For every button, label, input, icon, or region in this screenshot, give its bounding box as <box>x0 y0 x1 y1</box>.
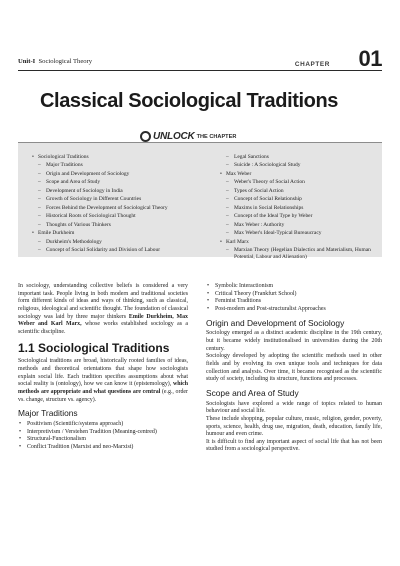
major-traditions-list <box>18 421 188 452</box>
contents-subtopic: – Concept of Social Relationship <box>218 195 388 203</box>
lock-ring-icon <box>140 131 151 142</box>
list-item: • Structural-Functionalism <box>18 436 188 444</box>
contents-topic: • Max Weber <box>218 170 388 178</box>
scope-paragraph-1: Sociologists have explored a wide range of topics related to human behaviour and social life. <box>206 400 382 415</box>
contents-subtopic: – Development of Sociology in India <box>30 187 200 195</box>
unit-title: Sociological Theory <box>38 58 93 65</box>
contents-right-column <box>218 153 388 261</box>
contents-subtopic: – Suicide : A Sociological Study <box>218 161 388 169</box>
contents-topic: • Emile Durkheim <box>30 229 200 237</box>
major-traditions-heading: Major Traditions <box>18 408 78 419</box>
list-item: • Feminist Traditions <box>206 298 382 306</box>
contents-subtopic: – Legal Sanctions <box>218 153 388 161</box>
contents-subtopic: – Concept of Social Solidarity and Division of Labour <box>30 246 200 254</box>
contents-topic: • Karl Marx <box>218 238 388 246</box>
intro-paragraph: In sociology, understanding collective beliefs is considered a very important task. People living in both modern and traditional societies form different kinds of ideas and ways of thinking, such as classical, religious, ideological and scientific thought. The foundation of classical sociology was laid by three major thinkers Emile Durkheim, Max Weber and Karl Marx, whose works established sociology as a scientific discipline. <box>18 283 188 335</box>
list-item: • Conflict Tradition (Marxist and neo-Marxist) <box>18 444 188 452</box>
body-right-column <box>206 283 382 454</box>
contents-subtopic: – Origin and Development of Sociology <box>30 170 200 178</box>
list-item: • Critical Theory (Frankfurt School) <box>206 291 382 299</box>
unit-label: Unit-I <box>18 58 36 65</box>
traditions-emphasis: which methods are appropriate and what questions are central <box>18 381 188 395</box>
contents-left-column <box>30 153 200 254</box>
origin-paragraph-1: Sociology emerged as a distinct academic discipline in the 19th century, but it became widely institutionalised in universities during the 20th century. <box>206 330 382 352</box>
contents-subtopic: – Max Weber : Authority <box>218 221 388 229</box>
more-traditions-list <box>206 283 382 314</box>
chapter-label: CHAPTER <box>294 61 330 68</box>
list-item: • Post-modern and Post-structuralist Approaches <box>206 306 382 314</box>
list-item: • Interpretivism / Verstehen Tradition (Meaning-centred) <box>18 429 188 437</box>
unlock-the-chapter-banner <box>140 129 236 143</box>
section-heading: 1.1 Sociological Traditions <box>18 340 170 355</box>
header-rule <box>18 70 382 71</box>
scope-paragraph-2: These include shopping, popular culture, music, religion, gender, poverty, sports, science, health, drug use, migration, death, education, family life, humour and even crime. <box>206 415 382 438</box>
contents-subtopic: – Scope and Area of Study <box>30 178 200 186</box>
contents-subtopic: – Marxian Theory (Hegelian Dialectics and Materialism, Human Potential, Labour and Alienation) <box>218 246 388 261</box>
thinkers-names: Emile Durkheim, Max Weber and Karl Marx, <box>18 313 188 328</box>
contents-subtopic: – Weber's Theory of Social Action <box>218 178 388 186</box>
scope-paragraph-3: It is difficult to find any important aspect of social life that has not been studied from a sociological perspective. <box>206 438 382 453</box>
contents-subtopic: – Durkheim's Methodology <box>30 238 200 246</box>
contents-subtopic: – Maxims in Social Relationships <box>218 204 388 212</box>
chapter-number: 01 <box>358 46 382 71</box>
chapter-contents-panel <box>18 142 382 260</box>
list-item: • Positivism (Scientific/systems approach) <box>18 421 188 429</box>
contents-subtopic: – Historical Roots of Sociological Thought <box>30 212 200 220</box>
unit-heading <box>18 58 92 65</box>
scope-heading: Scope and Area of Study <box>206 387 299 398</box>
contents-subtopic: – Max Weber's Ideal-Typical Bureaucracy <box>218 229 388 237</box>
traditions-paragraph: Sociological traditions are broad, historically rooted families of ideas, methods and theoretical orientations that shape how sociologists explain social life. Each tradition specifies assumptions about what social reality is (ontology), how we can know it (epistemology), which methods are appropriate and what questions are central (e.g., order vs. change, structure vs. agency). <box>18 358 188 403</box>
contents-subtopic: – Concept of the Ideal Type by Weber <box>218 212 388 220</box>
contents-topic: • Sociological Traditions <box>30 153 200 161</box>
unlock-brand: UNLOCK <box>153 130 195 142</box>
unlock-tagline: THE CHAPTER <box>196 134 237 140</box>
list-item: • Symbolic Interactionism <box>206 283 382 291</box>
contents-subtopic: – Types of Social Action <box>218 187 388 195</box>
contents-subtopic: – Major Traditions <box>30 161 200 169</box>
origin-paragraph-2: Sociology developed by adopting the scientific methods used in other fields and by evolving its own unique tools and techniques for data collection and analysis. Over time, it became recognised as the scientific study of society, including its structure, functions and processes. <box>206 353 382 383</box>
chapter-title: Classical Sociological Traditions <box>40 90 339 112</box>
body-left-column <box>18 283 188 451</box>
page-header <box>18 46 382 71</box>
contents-subtopic: – Forces Behind the Development of Sociological Theory <box>30 204 200 212</box>
contents-subtopic: – Growth of Sociology in Different Countries <box>30 195 200 203</box>
contents-subtopic: – Thoughts of Various Thinkers <box>30 221 200 229</box>
origin-heading: Origin and Development of Sociology <box>206 317 345 328</box>
